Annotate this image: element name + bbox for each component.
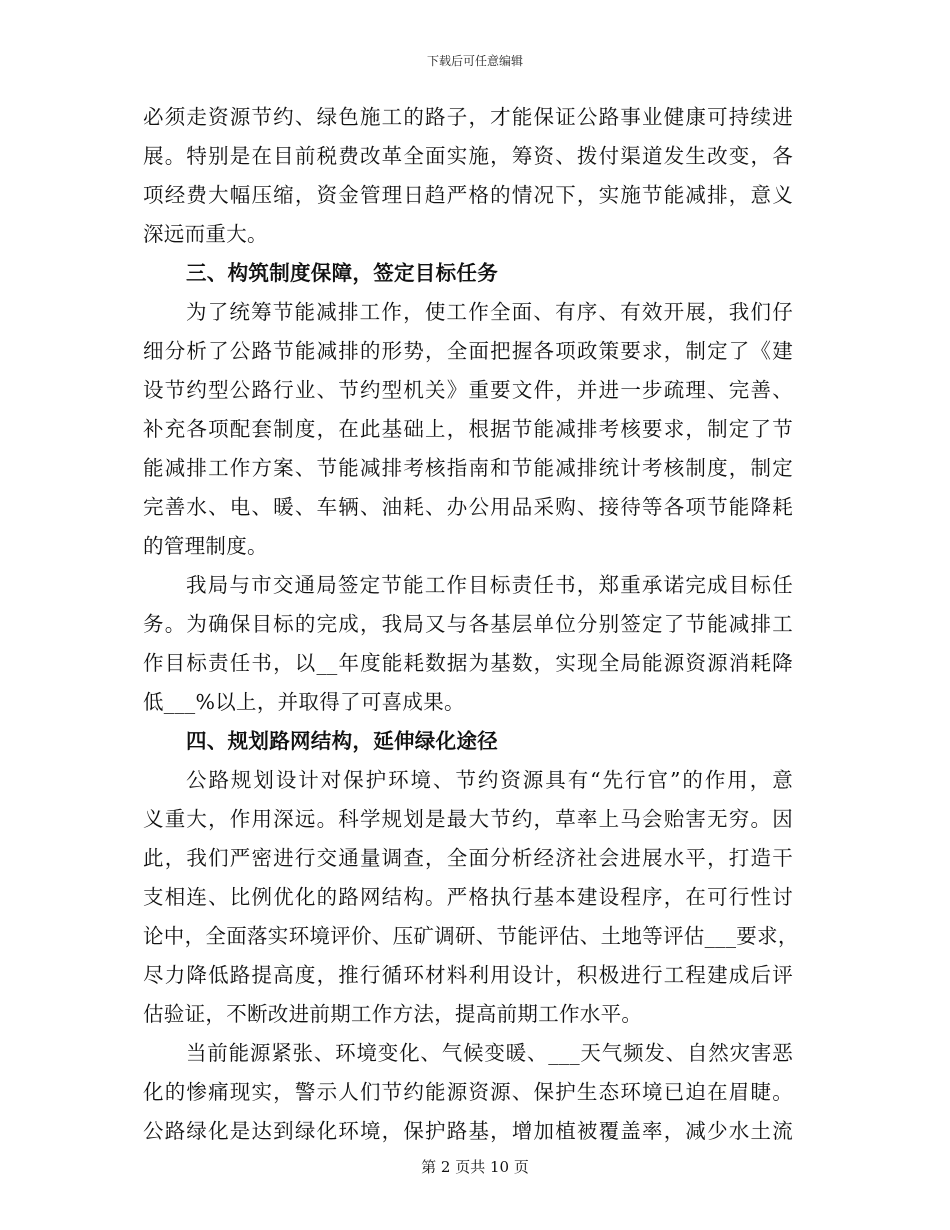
text-line: 低___%以上，并取得了可喜成果。 [143, 690, 465, 714]
text-line: 公路绿化是达到绿化环境，保护路基，增加植被覆盖率，减少水土流 [143, 1119, 793, 1143]
text-line: 完善水、电、暖、车辆、油耗、办公用品采购、接待等各项节能降耗 [143, 495, 793, 519]
text-line: 细分析了公路节能减排的形势，全面把握各项政策要求，制定了《建 [143, 339, 793, 363]
text-line: 尽力降低路提高度，推行循环材料利用设计，积极进行工程建成后评 [143, 963, 793, 987]
text-line: 此，我们严密进行交通量调查，全面分析经济社会进展水平，打造干 [143, 846, 793, 870]
text-line: 义重大，作用深远。科学规划是最大节约，草率上马会贻害无穷。因 [143, 807, 793, 831]
text-line: 的管理制度。 [143, 534, 268, 558]
text-line: 为了统筹节能减排工作，使工作全面、有序、有效开展，我们仔 [186, 300, 793, 324]
text-line: 估验证，不断改进前期工作方法，提高前期工作水平。 [143, 1002, 643, 1026]
text-line: 务。为确保目标的完成，我局又与各基层单位分别签定了节能减排工 [143, 612, 793, 636]
text-line: 公路规划设计对保护环境、节约资源具有“先行官”的作用，意 [186, 768, 793, 792]
text-line: 支相连、比例优化的路网结构。严格执行基本建设程序，在可行性讨 [143, 885, 793, 909]
text-line: 能减排工作方案、节能减排考核指南和节能减排统计考核制度，制定 [143, 456, 793, 480]
text-line: 设节约型公路行业、节约型机关》重要文件，并进一步疏理、完善、 [143, 378, 793, 402]
text-line: 深远而重大。 [143, 222, 268, 246]
page-footer: 第 2 页共 10 页 [421, 1158, 529, 1176]
page-header: 下载后可任意编辑 [426, 54, 523, 68]
text-line: 我局与市交通局签定节能工作目标责任书，郑重承诺完成目标任 [186, 573, 793, 597]
text-line: 当前能源紧张、环境变化、气候变暖、___天气频发、自然灾害恶 [186, 1041, 793, 1065]
text-line: 项经费大幅压缩，资金管理日趋严格的情况下，实施节能减排，意义 [143, 183, 793, 207]
text-line: 论中，全面落实环境评价、压矿调研、节能评估、土地等评估___要求， [143, 924, 799, 948]
text-line: 化的惨痛现实，警示人们节约能源资源、保护生态环境已迫在眉睫。 [143, 1080, 793, 1104]
body-text [143, 98, 799, 1151]
text-line: 作目标责任书，以__年度能耗数据为基数，实现全局能源资源消耗降 [143, 651, 793, 675]
section-heading-3: 三、构筑制度保障，签定目标任务 [186, 261, 498, 285]
text-line: 展。特别是在目前税费改革全面实施，筹资、拨付渠道发生改变，各 [143, 144, 793, 168]
text-line: 必须走资源节约、绿色施工的路子，才能保证公路事业健康可持续进 [143, 105, 793, 129]
section-heading-4: 四、规划路网结构，延伸绿化途径 [186, 729, 498, 753]
text-line: 补充各项配套制度，在此基础上，根据节能减排考核要求，制定了节 [143, 417, 793, 441]
